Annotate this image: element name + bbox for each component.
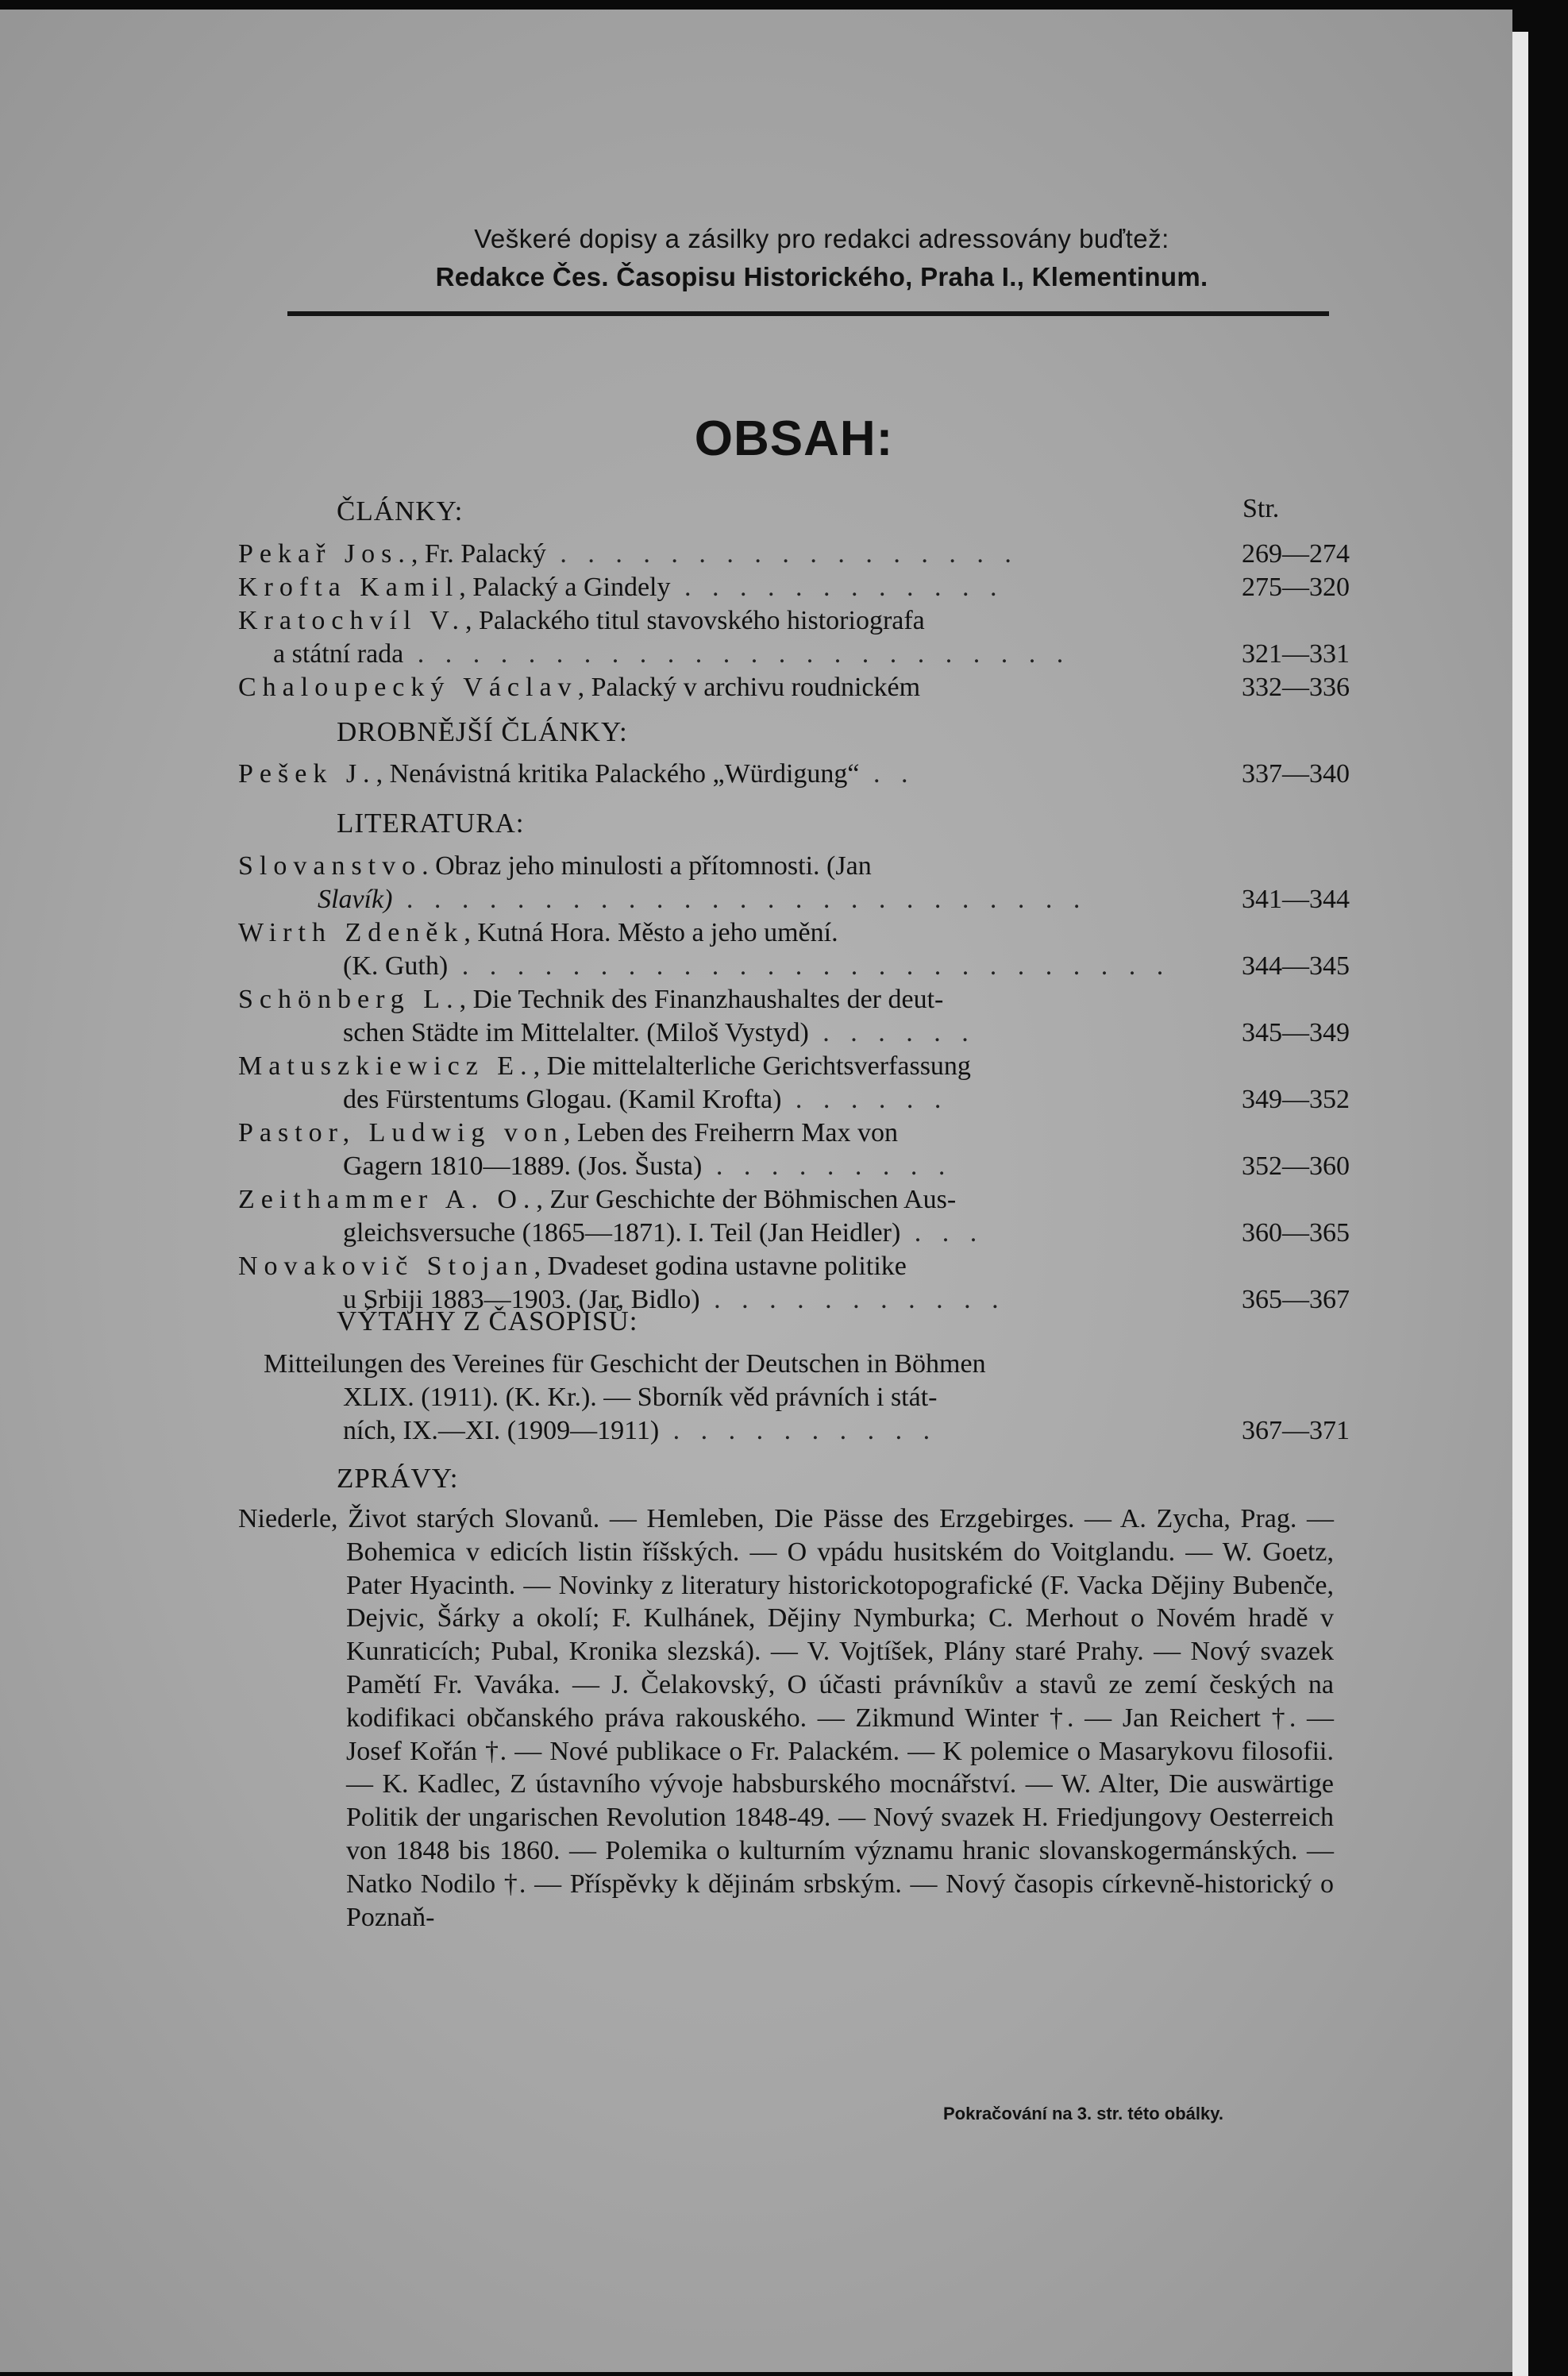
entry-title: , Nenávistná kritika Palackého „Würdigung“	[376, 759, 860, 789]
entry-title-cont: gleichsversuche (1865—1871). I. Teil (Jan Heidler)	[343, 1218, 901, 1248]
toc-entry-continued: Slavík) . . . . . . . . . . . . . . . . . . . . . . . . . 341—344	[318, 883, 1350, 916]
toc-entry-continued: schen Städte im Mittelalter. (Miloš Vystyd) . . . . . . 345—349	[343, 1016, 1350, 1050]
toc-entry	[238, 1250, 1350, 1283]
entry-title-cont: u Srbiji 1883—1903. (Jar. Bidlo)	[343, 1285, 700, 1314]
entry-title: Mitteilungen des Vereines für Geschicht der Deutschen in Böhmen	[264, 1349, 986, 1379]
toc-entry: Pešek J., Nenávistná kritika Palackého „Würdigung“ . . 337—340	[238, 758, 1350, 791]
toc-entry	[238, 604, 1350, 638]
toc-entry-continued: Gagern 1810—1889. (Jos. Šusta) . . . . . . . . . 352—360	[343, 1150, 1350, 1183]
entry-title: , Fr. Palacký	[410, 539, 546, 569]
entry-title: , Palacký a Gindely	[459, 573, 671, 602]
entry-author: Novakovič Stojan	[238, 1252, 534, 1281]
toc-entry: Pekař Jos., Fr. Palacký . . . . . . . . . . . . . . . . . 269—274	[238, 538, 1350, 571]
page-title: OBSAH:	[694, 411, 894, 466]
entry-title: , Zur Geschichte der Böhmischen Aus-	[536, 1185, 957, 1214]
toc-entry	[238, 671, 1350, 704]
toc-entry	[238, 850, 1350, 883]
entry-title-cont: Gagern 1810—1889. (Jos. Šusta)	[343, 1151, 703, 1181]
pages-column-label: Str.	[1242, 494, 1280, 523]
page-edge	[1512, 32, 1528, 2376]
entry-author: Pešek J.	[238, 759, 376, 789]
toc-entry-continued: ních, IX.—XI. (1909—1911) . . . . . . . . . . 367—371	[343, 1414, 1350, 1448]
toc-entry	[264, 1348, 1350, 1381]
entry-title-cont: Slavík)	[318, 885, 393, 914]
header-rule	[287, 311, 1329, 316]
entry-pages: 345—349	[1242, 1018, 1350, 1047]
entry-title: , Leben des Freiherrn Max von	[563, 1118, 899, 1148]
section-clanky: ČLÁNKY:	[337, 496, 464, 526]
entry-pages: 341—344	[1242, 885, 1350, 914]
entry-title: , Palackého titul stavovského historiografa	[464, 606, 925, 635]
entry-author: Krofta Kamil	[238, 573, 460, 602]
section-drobnejsi: DROBNĚJŠÍ ČLÁNKY:	[337, 716, 628, 747]
entry-pages: 275—320	[1242, 573, 1350, 602]
section-vytahy: VÝTAHY Z ČASOPISŮ:	[337, 1306, 638, 1336]
toc-entry-continued: (K. Guth) . . . . . . . . . . . . . . . . . . . . . . . . . . 344—345	[343, 950, 1350, 983]
entry-author: Matuszkiewicz E.	[238, 1051, 534, 1081]
entry-title-cont: (K. Guth)	[343, 951, 449, 981]
entry-pages: 344—345	[1242, 951, 1350, 981]
entry-title: , Palacký v archivu roudnickém	[577, 673, 921, 702]
entry-pages: 269—274	[1242, 539, 1350, 569]
entry-author: Zeithammer A. O.	[238, 1185, 537, 1214]
entry-author: Pastor, Ludwig von	[238, 1118, 564, 1148]
toc-entry-continued: gleichsversuche (1865—1871). I. Teil (Jan Heidler) . . . 360—365	[343, 1217, 1350, 1250]
toc-entry-continued	[343, 1381, 1350, 1414]
entry-title: , Kutná Hora. Město a jeho umění.	[464, 918, 838, 947]
entry-author: Kratochvíl V.	[238, 606, 465, 635]
zpravy-text: Niederle, Život starých Slovanů. — Hemleben, Die Pässe des Erzgebirges. — A. Zycha, Prag. — Bohemica v edicích listin říšských. — O vpádu husitském do Voitglandu. — W. Goetz, Pater Hyacinth. — Novinky z literatury historickotopografické (F. Vacka Dějiny Bubenče, Dejvic, Šárky a okolí; F. Kulhánek, Dějiny Nymburka; C. Merhout o Novém hradě v Kunraticích; Pubal, Kronika slezská). — V. Vojtíšek, Plány staré Prahy. — Nový svazek Pamětí Fr. Vaváka. — J. Čelakovský, O účasti právníkův a stavů ze zemí českých na kodifikaci občanského práva rakouského. — Zikmund Winter †. — Jan Reichert †. — Josef Kořán †. — Nové publikace o Fr. Palackém. — K polemice o Masarykovu filosofii. — K. Kadlec, Z ústavního vývoje habsburského mocnářství. — W. Alter, Die auswärtige Politik der ungarischen Revolution 1848-49. — Nový svazek H. Friedjungovy Oesterreich von 1848 bis 1860. — Polemika o kulturním významu hranic slovanskogermánských. — Natko Nodilo †. — Příspěvky k dějinám srbským. — Nový časopis církevně-historický o Poznaň-	[238, 1504, 1341, 1932]
zpravy-paragraph	[238, 1502, 1341, 1934]
entry-pages: 321—331	[1242, 639, 1350, 669]
entry-title: , Dvadeset godina ustavne politike	[534, 1252, 907, 1281]
entry-pages: 360—365	[1242, 1218, 1350, 1248]
entry-title: . Obraz jeho minulosti a přítomnosti. (Jan	[422, 851, 872, 881]
entry-pages: 365—367	[1242, 1285, 1350, 1314]
notice-line-1: Veškeré dopisy a zásilky pro redakci adressovány buďtež:	[474, 224, 1169, 253]
entry-title: , Die Technik des Finanzhaushaltes der deut-	[459, 985, 944, 1014]
entry-pages: 337—340	[1242, 759, 1350, 789]
entry-title-cont: des Fürstentums Glogau. (Kamil Krofta)	[343, 1085, 782, 1114]
entry-pages: 352—360	[1242, 1151, 1350, 1181]
notice-line-2: Redakce Čes. Časopisu Historického, Praha I., Klementinum.	[435, 262, 1208, 291]
entry-pages: 332—336	[1242, 673, 1350, 702]
toc-entry	[238, 1050, 1350, 1083]
document-page	[0, 10, 1512, 2372]
entry-author: Wirth Zdeněk	[238, 918, 464, 947]
entry-author: Chaloupecký Václav	[238, 673, 578, 702]
entry-author: Schönberg L.	[238, 985, 460, 1014]
toc-entry	[238, 983, 1350, 1016]
entry-title-cont: XLIX. (1911). (K. Kr.). — Sborník věd právních i stát-	[343, 1383, 938, 1412]
toc-entry-continued: u Srbiji 1883—1903. (Jar. Bidlo) . . . . . . . . . . . 365—367	[343, 1283, 1350, 1317]
toc-entry: Krofta Kamil, Palacký a Gindely . . . . . . . . . . . . 275—320	[238, 571, 1350, 604]
entry-title-cont: schen Städte im Mittelalter. (Miloš Vystyd)	[343, 1018, 809, 1047]
toc-entry-continued: a státní rada . . . . . . . . . . . . . . . . . . . . . . . . 321—331	[273, 638, 1350, 671]
entry-pages: 367—371	[1242, 1416, 1350, 1445]
entry-author: Pekař Jos.	[238, 539, 411, 569]
entry-author: Slovanstvo	[238, 851, 422, 881]
toc-entry	[238, 1183, 1350, 1217]
entry-title-cont: a státní rada	[273, 639, 404, 669]
entry-pages: 349—352	[1242, 1085, 1350, 1114]
section-literatura: LITERATURA:	[337, 808, 525, 839]
section-zpravy: ZPRÁVY:	[337, 1463, 459, 1494]
toc-entry	[238, 916, 1350, 950]
toc-entry-continued: des Fürstentums Glogau. (Kamil Krofta) . . . . . . 349—352	[343, 1083, 1350, 1117]
entry-title: , Die mittelalterliche Gerichtsverfassung	[533, 1051, 971, 1081]
entry-title-cont: ních, IX.—XI. (1909—1911)	[343, 1416, 660, 1445]
toc-entry	[238, 1117, 1350, 1150]
continuation-note: Pokračování na 3. str. této obálky.	[943, 2104, 1223, 2123]
